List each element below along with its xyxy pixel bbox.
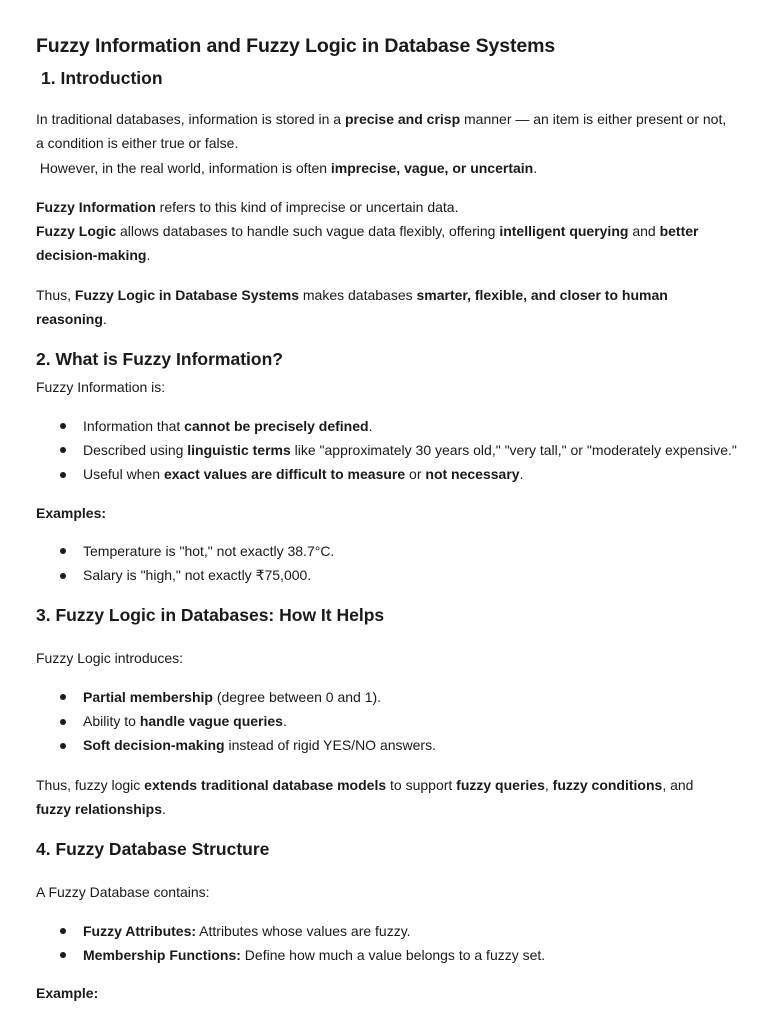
text-run: Described using (83, 441, 188, 458)
bold-run: Fuzzy Attributes: (83, 922, 197, 939)
text-run: refers to this kind of imprecise or uncertain data. (155, 198, 459, 215)
bold-run: linguistic terms (187, 441, 291, 458)
text-run: . (162, 800, 166, 817)
bold-run: Fuzzy Information (36, 198, 156, 215)
bold-run: better decision-making (36, 223, 699, 264)
bold-run: fuzzy relationships (36, 800, 163, 817)
bullet-icon (60, 573, 66, 579)
text-run: allows databases to handle such vague data flexibly, offering (116, 223, 500, 240)
document-title: Fuzzy Information and Fuzzy Logic in Database Systems (36, 35, 556, 57)
text-run: instead of rigid YES/NO answers. (224, 737, 436, 754)
bold-run: Fuzzy Logic (36, 223, 117, 240)
list-item (36, 943, 728, 967)
text-run: Thus, (36, 286, 75, 303)
example-text: Temperature is "hot," not exactly 38.7°C. (83, 542, 335, 559)
bold-run: exact values are difficult to measure (163, 466, 406, 483)
text-run: In traditional databases, information is stored in a (36, 111, 345, 127)
examples-bullet-list (36, 539, 728, 588)
list-item (36, 539, 728, 563)
bold-run: handle vague queries (139, 713, 283, 730)
bold-run: Soft decision-making (83, 737, 225, 754)
text-run: However, in the real world, information is often (36, 159, 331, 176)
bullet-icon (60, 694, 66, 700)
text-run: , and (662, 776, 694, 793)
text-run: . (102, 311, 107, 328)
text-run: makes databases (298, 286, 417, 303)
bold-run: imprecise, vague, or uncertain (330, 159, 534, 176)
bold-run: fuzzy queries (456, 776, 545, 793)
text-run: Useful when (83, 466, 164, 483)
bold-run: Fuzzy Logic in Database Systems (74, 286, 299, 303)
bullet-icon (60, 928, 66, 934)
bullet-icon (60, 423, 66, 429)
bold-run: extends traditional database models (144, 776, 387, 793)
text-run: Define how much a value belongs to a fuzzy set. (240, 946, 546, 963)
bold-run: intelligent querying (499, 223, 629, 240)
text-run: . (533, 159, 538, 176)
bold-run: smarter, flexible, and closer to human reasoning (36, 286, 668, 328)
list-item (36, 709, 728, 733)
bullet-icon (60, 472, 66, 478)
bold-run: Examples: (36, 504, 107, 521)
structure-lead: A Fuzzy Database contains: (36, 884, 210, 901)
text-run: (degree between 0 and 1). (212, 688, 382, 705)
examples-label (36, 501, 728, 525)
section-heading-fuzzy-database-structure: 4. Fuzzy Database Structure (36, 839, 270, 860)
bullet-icon (60, 447, 66, 453)
text-run: Ability to (83, 713, 140, 730)
intro-paragraph-2 (36, 195, 728, 268)
bold-run: precise and crisp (344, 111, 461, 127)
bold-run: cannot be precisely defined (184, 417, 369, 434)
section-heading-fuzzy-logic-in-databases: 3. Fuzzy Logic in Databases: How It Helps (36, 605, 385, 626)
example-text: Salary is "high," not exactly ₹75,000. (83, 567, 312, 584)
text-run: like "approximately 30 years old," "very tall," or "moderately expensive." (290, 441, 737, 458)
text-run: Attributes whose values are fuzzy. (196, 922, 411, 939)
intro-paragraph-3 (36, 283, 728, 332)
bold-run: not necessary (425, 466, 520, 483)
bold-run: Example: (36, 985, 99, 1002)
bullet-icon (60, 743, 66, 749)
list-item (36, 685, 728, 709)
text-run: . (368, 417, 373, 434)
text-run: . (519, 466, 524, 483)
intro-paragraph-1 (36, 107, 728, 180)
list-item (36, 919, 728, 943)
text-run: . (146, 247, 151, 264)
bold-run: Membership Functions: (83, 946, 241, 963)
helps-lead: Fuzzy Logic introduces: (36, 650, 184, 667)
text-run: . (282, 713, 287, 730)
helps-bullet-list (36, 685, 728, 758)
text-run: and (628, 223, 660, 240)
text-run: Thus, fuzzy logic (36, 776, 145, 793)
list-item (36, 414, 728, 438)
example-label (36, 981, 728, 1005)
list-item (36, 563, 728, 587)
text-run: manner — an item is either present or not, a condition is either true or false. (36, 111, 727, 152)
what-lead: Fuzzy Information is: (36, 379, 166, 396)
text-run: to support (386, 776, 457, 793)
text-run: or (405, 466, 426, 483)
section-heading-introduction: 1. Introduction (41, 68, 163, 88)
bullet-icon (60, 548, 66, 554)
bold-run: fuzzy conditions (552, 776, 663, 793)
list-item (36, 733, 728, 757)
list-item (36, 462, 728, 486)
list-item (36, 438, 737, 462)
bullet-icon (60, 952, 66, 958)
structure-bullet-list (36, 919, 728, 968)
what-bullet-list (36, 414, 737, 487)
text-run: , (544, 776, 553, 793)
helps-closing-paragraph (36, 773, 728, 822)
section-heading-what-is-fuzzy-information: 2. What is Fuzzy Information? (36, 349, 283, 370)
bold-run: Partial membership (83, 688, 213, 705)
bullet-icon (60, 719, 66, 725)
text-run: Information that (83, 417, 185, 434)
